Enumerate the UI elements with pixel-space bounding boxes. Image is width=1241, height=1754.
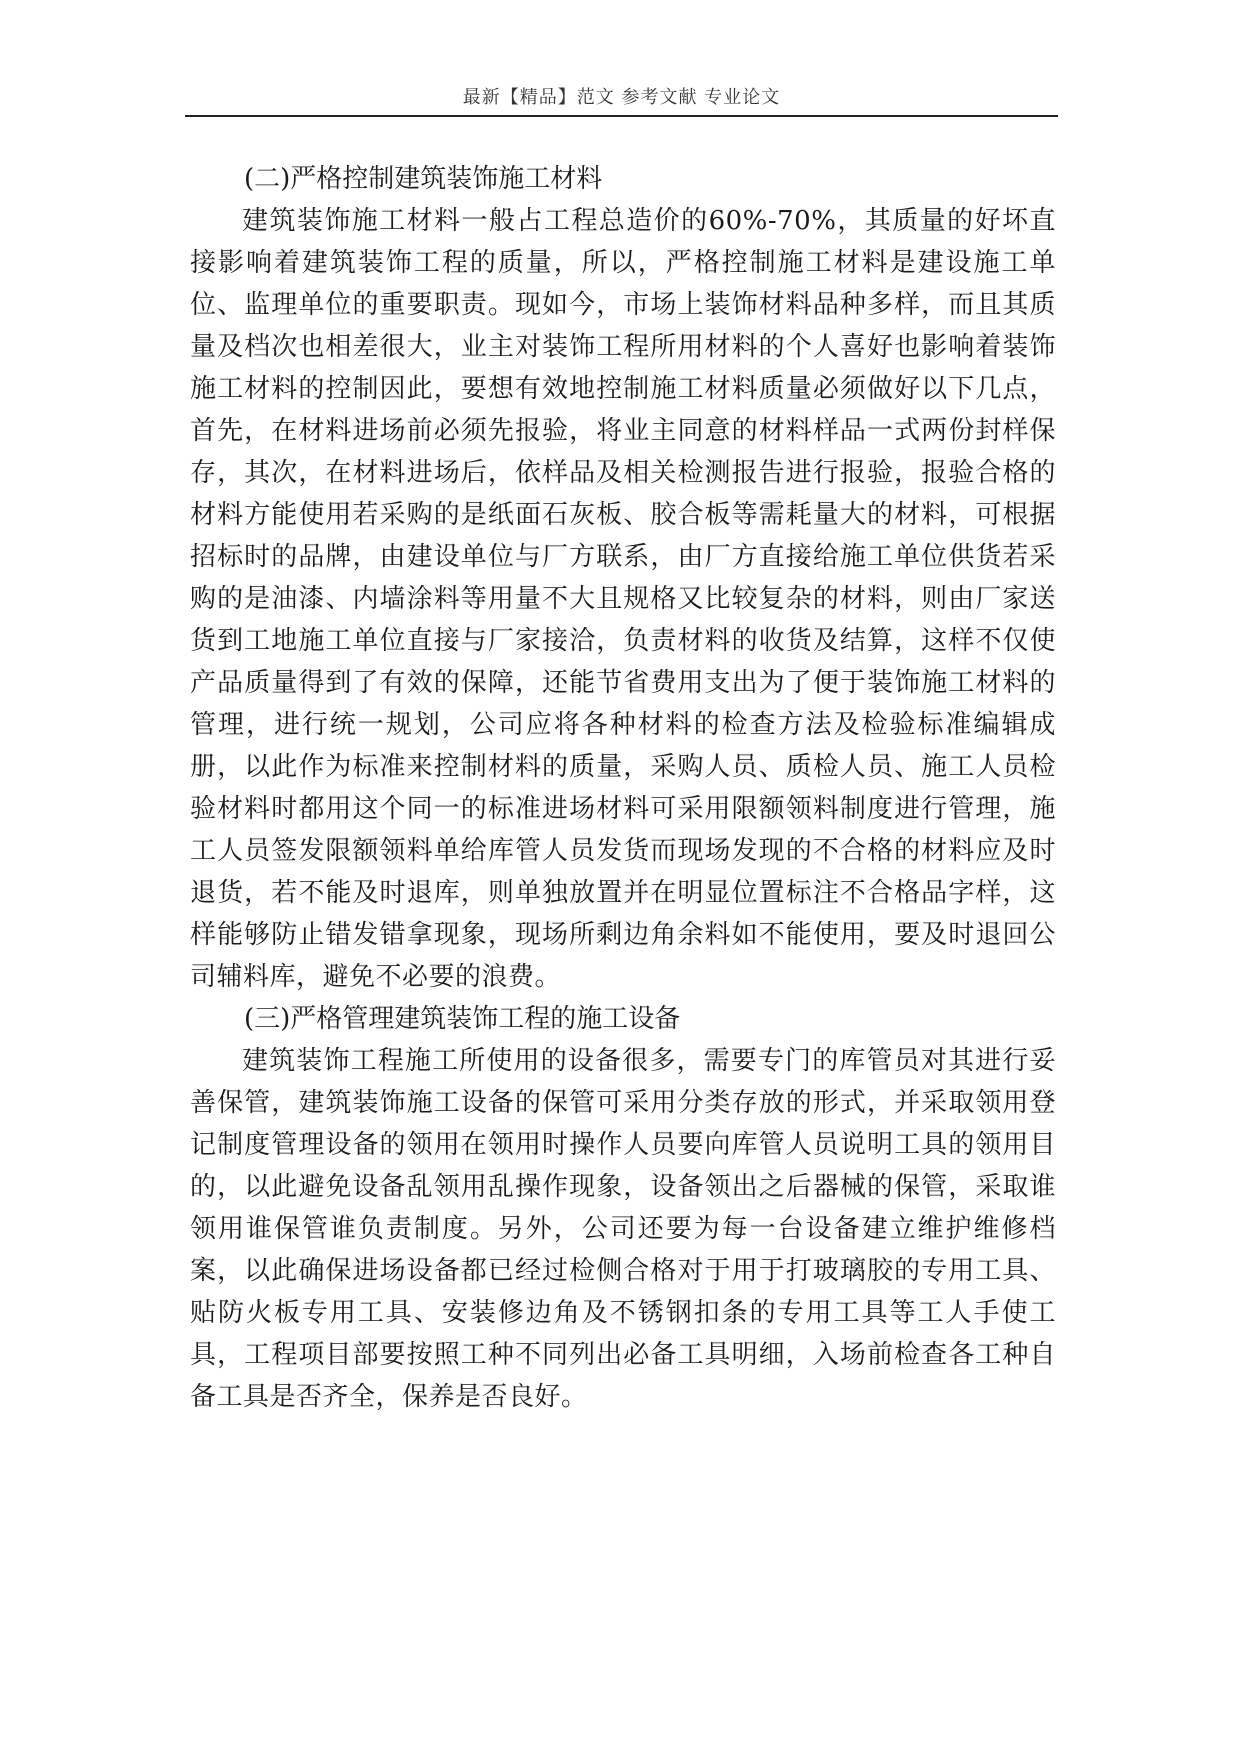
section-heading-equipment: (三)严格管理建筑装饰工程的施工设备 — [244, 1004, 681, 1034]
section-paragraph-materials: 建筑装饰施工材料一般占工程总造价的60%-70%，其质量的好坏直接影响着建筑装饰工程的质量，所以，严格控制施工材料是建设施工单位、监理单位的重要职责。现如今，市场上装饰材料品种多样，而且其质量及档次也相差很大，业主对装饰工程所用材料的个人喜好也影响着装饰施工材料的控制因此，要想有效地控制施工材料质量必须做好以下几点，首先，在材料进场前必须先报验，将业主同意的材料样品一式两份封样保存，其次，在材料进场后，依样品及相关检测报告进行报验，报验合格的材料方能使用若采购的是纸面石灰板、胶合板等需耗量大的材料，可根据招标时的品牌，由建设单位与厂方联系，由厂方直接给施工单位供货若采购的是油漆、内墙涂料等用量不大且规格又比较复杂的材料，则由厂家送货到工地施工单位直接与厂家接洽，负责材料的收货及结算，这样不仅使产品质量得到了有效的保障，还能节省费用支出为了便于装饰施工材料的管理，进行统一规划，公司应将各种材料的检查方法及检验标准编辑成册，以此作为标准来控制材料的质量，采购人员、质检人员、施工人员检验材料时都用这个同一的标准进场材料可采用限额领料制度进行管理，施工人员签发限额领料单给库管人员发货而现场发现的不合格的材料应及时退货，若不能及时退库，则单独放置并在明显位置标注不合格品字样，这样能够防止错发错拿现象，现场所剩边角余料如不能使用，要及时退回公司辅料库，避免不必要的浪费。 — [190, 206, 1056, 992]
section-heading-materials: (二)严格控制建筑装饰施工材料 — [244, 164, 603, 194]
page-header: 最新【精品】范文 参考文献 专业论文 — [462, 87, 781, 108]
header-divider — [185, 115, 1058, 117]
body-content — [190, 158, 1056, 1418]
section-paragraph-equipment: 建筑装饰工程施工所使用的设备很多，需要专门的库管员对其进行妥善保管，建筑装饰施工设备的保管可采用分类存放的形式，并采取领用登记制度管理设备的领用在领用时操作人员要向库管人员说明工具的领用目的，以此避免设备乱领用乱操作现象，设备领出之后器械的保管，采取谁领用谁保管谁负责制度。另外，公司还要为每一台设备建立维护维修档案，以此确保进场设备都已经过检侧合格对于用于打玻璃胶的专用工具、贴防火板专用工具、安装修边角及不锈钢扣条的专用工具等工人手使工具，工程项目部要按照工种不同列出必备工具明细，入场前检查各工种自备工具是否齐全，保养是否良好。 — [190, 1046, 1056, 1412]
